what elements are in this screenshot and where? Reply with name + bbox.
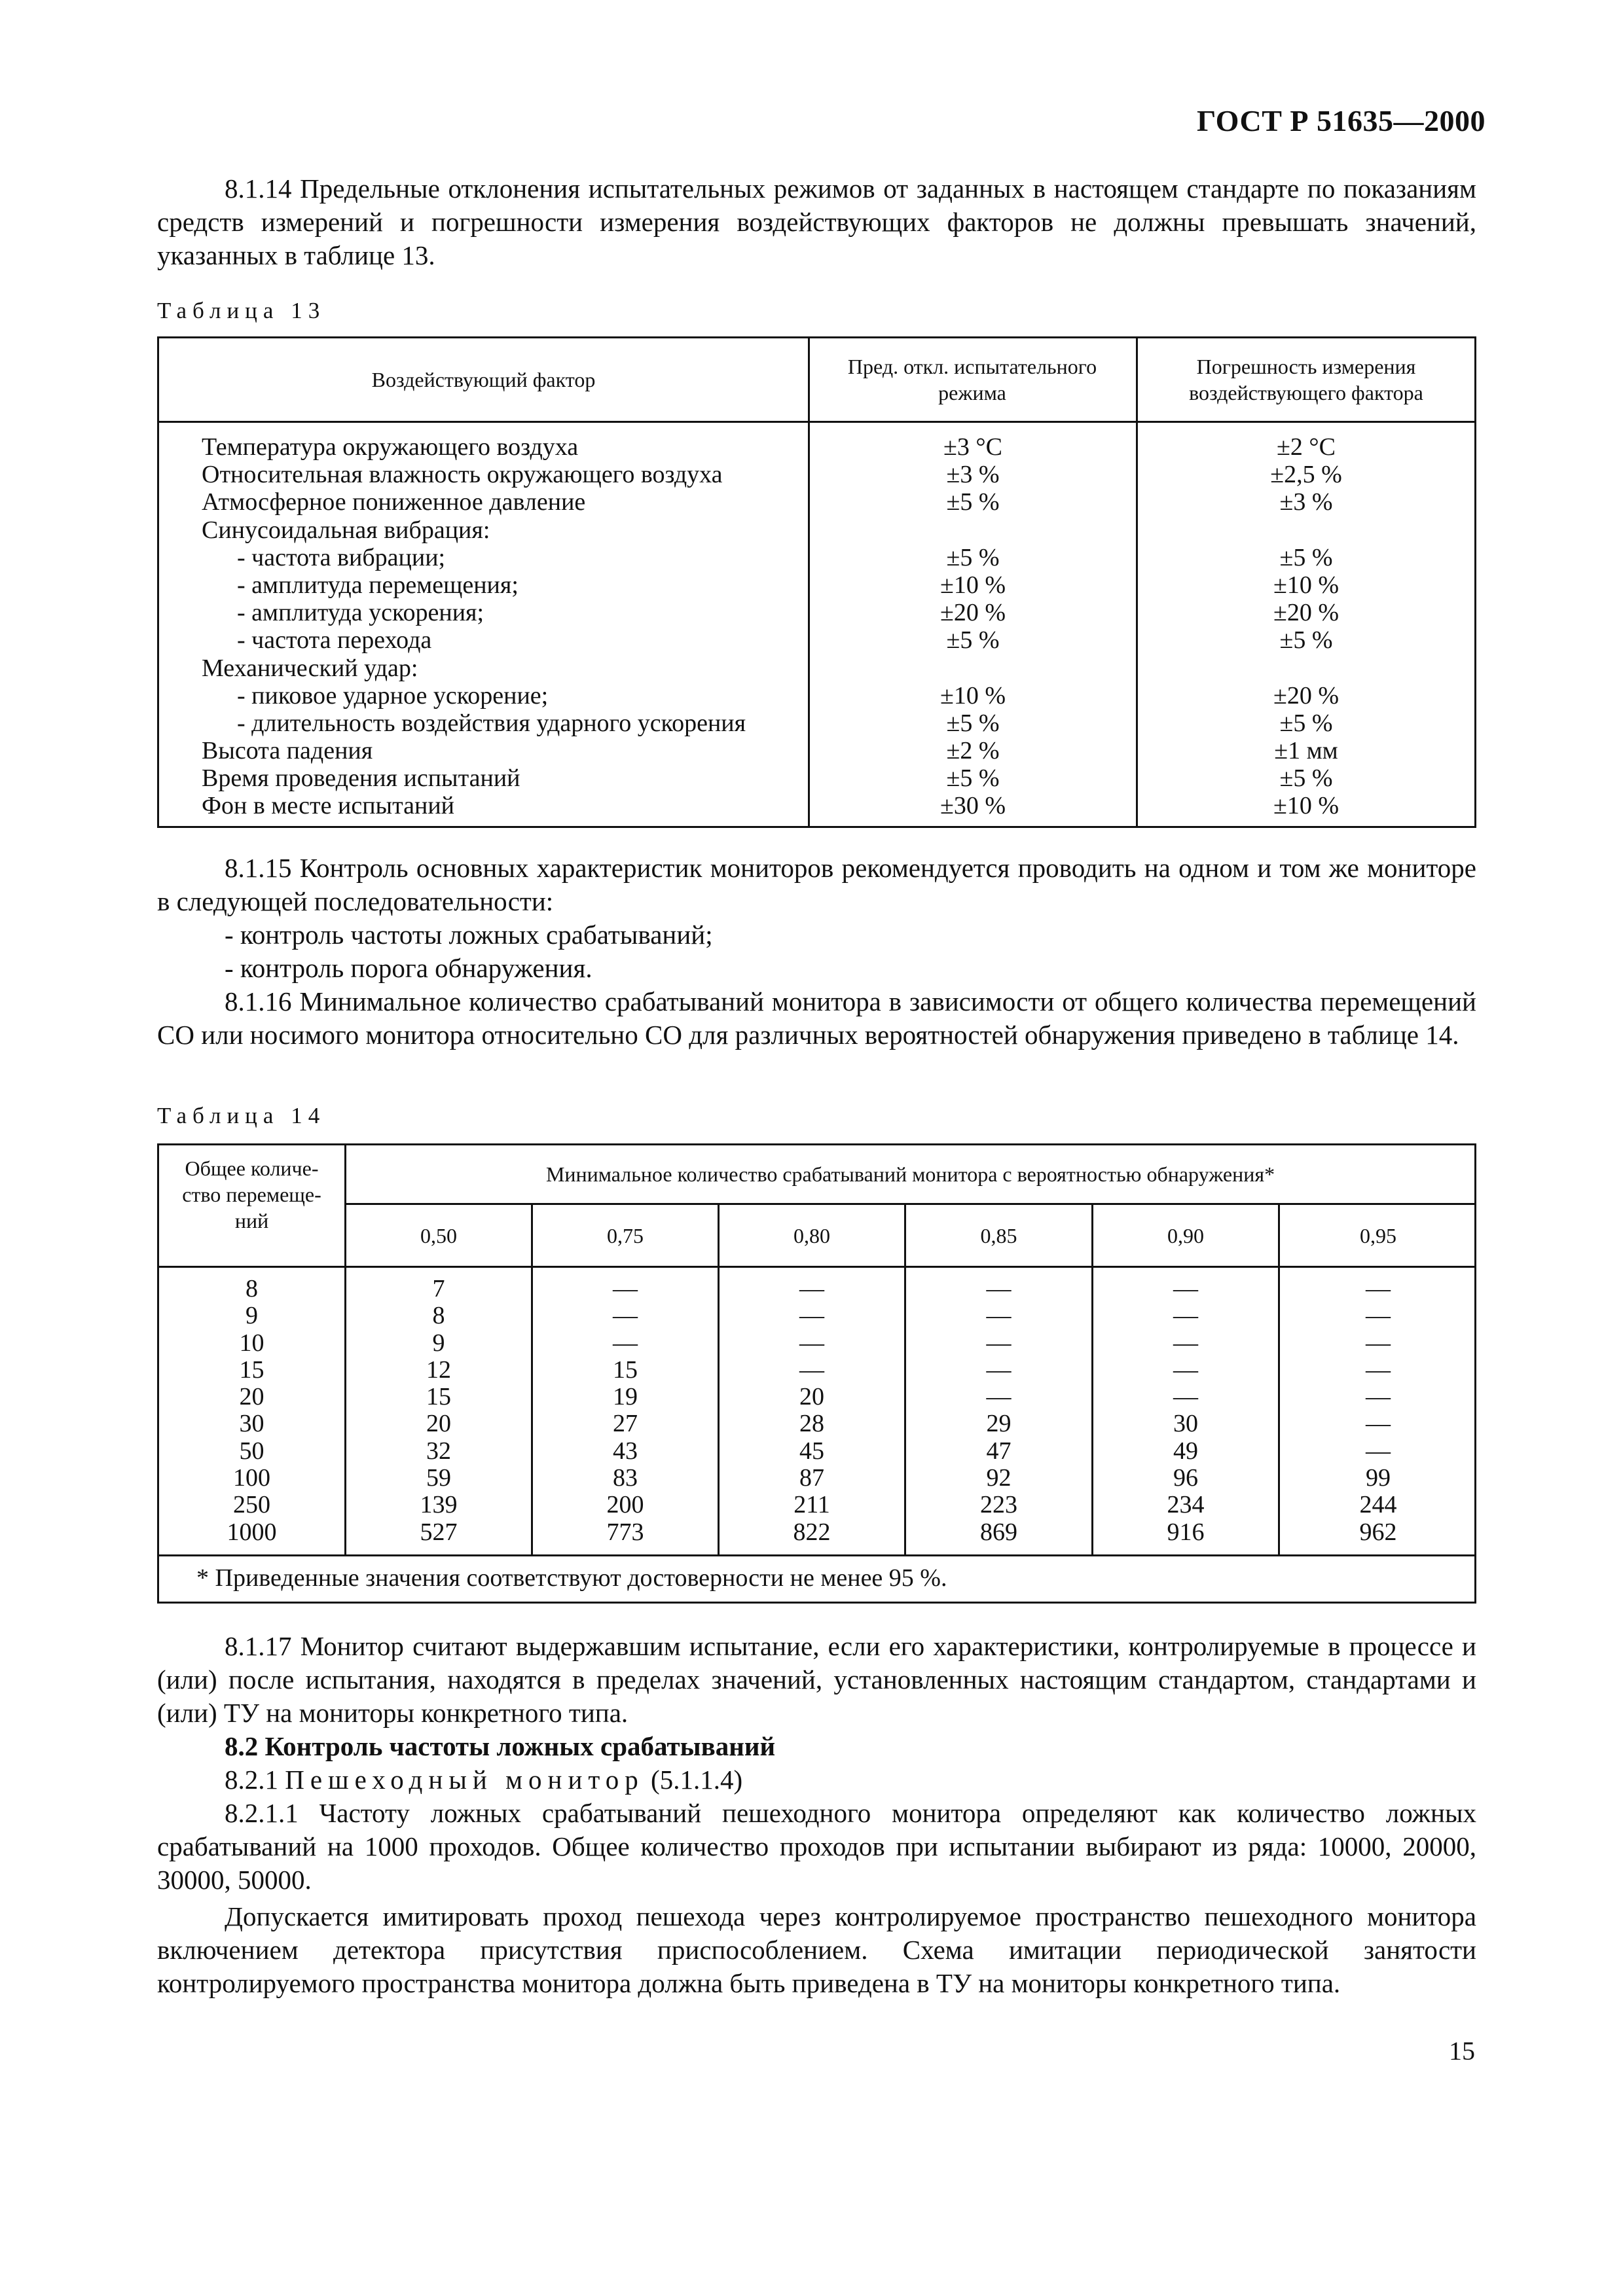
table13-error-cell: ±3 % (1279, 488, 1333, 516)
table14-value-cell: 19 (613, 1383, 638, 1411)
table14-header-total-line: Общее количе- (185, 1157, 319, 1180)
table14-value-cell: — (986, 1355, 1012, 1384)
table14-value-cell: 59 (426, 1464, 451, 1492)
table13-deviation-cell: ±10 % (939, 571, 1006, 599)
section-8-2-1-heading (225, 1763, 1476, 1797)
table14-value-cell: 211 (793, 1491, 830, 1519)
table14-value-column (533, 1276, 718, 1546)
table14-value-cell: 20 (426, 1410, 451, 1438)
table14-value-cell: — (1366, 1275, 1391, 1302)
table14-value-cell: 200 (606, 1491, 644, 1519)
table14-value-cell: — (613, 1275, 638, 1302)
table14-total-column (159, 1276, 344, 1546)
table14-value-cell: 7 (432, 1275, 445, 1302)
table14-total-cell: 100 (233, 1464, 270, 1492)
table13-error-cell: ±20 % (1273, 599, 1339, 627)
page-number: 15 (1449, 2036, 1475, 2066)
table14-header-group: Минимальное количество срабатываний монитора с вероятностью обнаружения* (545, 1162, 1275, 1186)
table14-caption: Таблица 14 (157, 1103, 326, 1128)
paragraph-imitation: Допускается имитировать проход пешехода через контролируемое пространство пешеходного монитора включением детектора присутствия приспособлением. Схема имитации периодической занятости контролируемого пространства монитора должна быть приведена в ТУ на мониторы конкретного типа. (157, 1901, 1476, 1998)
table14-value-cell: 9 (432, 1329, 445, 1357)
table13-error-cell (1138, 655, 1474, 682)
table14-value-cell: 49 (1173, 1437, 1198, 1465)
table13-factor-cell: Синусоидальная вибрация: (202, 516, 490, 544)
table13-deviation-cell: ±30 % (939, 792, 1006, 820)
table14-value-cell: 30 (1173, 1410, 1198, 1438)
table14-value-cell: 99 (1366, 1464, 1391, 1492)
table13-error-cell: ±10 % (1273, 792, 1339, 820)
table14-value-cell: — (799, 1329, 824, 1357)
paragraph-8-1-16: 8.1.16 Минимальное количество срабатываний монитора в зависимости от общего количества перемещений СО или носимого монитора относительно СО для различных вероятностей обнаружения приведено в таблице 14. (157, 986, 1476, 1050)
table13-error-cell: ±2 °С (1277, 433, 1336, 461)
table14-value-cell: 234 (1167, 1491, 1205, 1519)
table14-value-cell: 20 (799, 1383, 824, 1411)
table14-probability-header: 0,95 (1360, 1223, 1396, 1247)
table13-deviation-cell: ±5 % (946, 709, 1000, 737)
table13-factor-cell: Относительная влажность окружающего воздуха (202, 461, 723, 489)
table13-factor-cell: Высота падения (202, 737, 373, 765)
table13-deviation-cell: ±5 % (946, 543, 1000, 571)
table14-value-cell: 27 (613, 1410, 638, 1438)
table13-error-cell: ±10 % (1273, 571, 1339, 599)
table13-factor-cell: Механический удар: (202, 654, 418, 682)
table14-total-cell: 250 (233, 1491, 270, 1519)
table14-value-cell: 962 (1359, 1518, 1397, 1546)
section-8-2-heading: 8.2 Контроль частоты ложных срабатываний (225, 1731, 776, 1761)
table14-header-total-line: ство перемеще- (182, 1183, 321, 1206)
table14-value-cell: 28 (799, 1410, 824, 1438)
table14-value-cell: — (1366, 1437, 1391, 1465)
table14-value-column (720, 1276, 904, 1546)
table14-value-cell: 869 (980, 1518, 1017, 1546)
table14-total-cell: 10 (239, 1329, 264, 1357)
table13-error-cell: ±5 % (1279, 626, 1333, 655)
table14-total-cell: 8 (246, 1275, 258, 1302)
table14-value-cell: — (1173, 1329, 1198, 1357)
table14-value-column (1093, 1276, 1278, 1546)
table13-header-error: Погрешность измерения воздействующего фактора (1189, 355, 1423, 404)
table13-error-cell: ±5 % (1279, 764, 1333, 793)
table13-caption: Таблица 13 (157, 298, 326, 323)
paragraph-8-1-14: 8.1.14 Предельные отклонения испытательных режимов от заданных в настоящем стандарте по показаниям средств измерений и погрешности измерения воздействующих факторов не должны превышать значений, указанных в таблице 13. (157, 173, 1476, 270)
list-item: - контроль порога обнаружения. (225, 953, 593, 983)
table13-error-cell: ±20 % (1273, 681, 1339, 709)
table14-total-cell: 20 (239, 1383, 264, 1411)
list-item: - контроль частоты ложных срабатываний; (225, 920, 713, 950)
table14-value-cell: — (613, 1329, 638, 1357)
table14-value-cell: 47 (986, 1437, 1012, 1465)
table14-value-cell: 92 (986, 1464, 1012, 1492)
table14-footnote-divider (157, 1554, 1476, 1556)
table13-error-cell: ±1 мм (1274, 737, 1338, 765)
table14-value-cell: 83 (613, 1464, 638, 1492)
table14-probability-header: 0,80 (793, 1223, 830, 1247)
table13-deviation-cell: ±3 °С (943, 433, 1002, 461)
table13-deviation-cell: ±10 % (939, 681, 1006, 709)
section-8-2-1-ref: (5.1.1.4) (651, 1765, 743, 1795)
table14-total-cell: 1000 (227, 1518, 277, 1546)
table14-value-cell: — (1173, 1355, 1198, 1384)
table14-value-cell: 223 (980, 1491, 1017, 1519)
table14-value-cell: 45 (799, 1437, 824, 1465)
table13-error-cell: ±2,5 % (1270, 461, 1342, 489)
paragraph-8-1-17: 8.1.17 Монитор считают выдержавшим испытание, если его характеристики, контролируемые в процессе и (или) после испытания, находятся в пределах значений, установленных настоящим стандартом, стандартами и (или) ТУ на мониторы конкретного типа. (157, 1631, 1476, 1728)
table14-value-cell: 139 (420, 1491, 458, 1519)
paragraph-8-2-1-1: 8.2.1.1 Частоту ложных срабатываний пешеходного монитора определяют как количество ложных срабатываний на 1000 проходов. Общее количество проходов при испытании выбирают из ряда: 10000, 20000, 30000, 50000. (157, 1798, 1476, 1895)
table13-deviation-cell: ±3 % (946, 461, 1000, 489)
table13-deviation-cell: ±5 % (946, 626, 1000, 655)
table14-probability-header: 0,90 (1167, 1223, 1204, 1247)
table14-value-cell: — (986, 1302, 1012, 1330)
table13-deviation-cell (810, 516, 1136, 544)
table14-value-cell: 43 (613, 1437, 638, 1465)
table14-value-cell: 244 (1359, 1491, 1397, 1519)
table14-value-cell: 15 (613, 1355, 638, 1384)
table14-value-cell: 15 (426, 1383, 451, 1411)
document-code: ГОСТ Р 51635—2000 (1197, 104, 1486, 137)
table13-error-column (1138, 433, 1474, 820)
table14-value-cell: — (1173, 1302, 1198, 1330)
table14-value-cell: — (1366, 1410, 1391, 1438)
table13-factor-cell: Атмосферное пониженное давление (202, 488, 586, 516)
table14-value-cell: — (613, 1302, 638, 1330)
table14-value-cell: 32 (426, 1437, 451, 1465)
table14-value-column (346, 1276, 531, 1546)
table14-value-cell: — (1366, 1355, 1391, 1384)
table14-total-cell: 50 (239, 1437, 264, 1465)
table13-factor-cell: - частота перехода (237, 626, 432, 655)
table13-deviation-cell: ±5 % (946, 764, 1000, 793)
table14-probability-header: 0,50 (420, 1223, 457, 1247)
table14-value-cell: 96 (1173, 1464, 1198, 1492)
table14-value-cell: — (986, 1383, 1012, 1411)
table13-factor-cell: - пиковое ударное ускорение; (237, 681, 549, 709)
table13-factor-cell: Фон в месте испытаний (202, 792, 455, 820)
table13-deviation-column (810, 433, 1136, 820)
table13-header-divider (157, 421, 1476, 423)
table13-factor-column (202, 433, 804, 820)
table13-factor-cell: Температура окружающего воздуха (202, 433, 579, 461)
table14-total-cell: 30 (239, 1410, 264, 1438)
table13-error-cell: ±5 % (1279, 543, 1333, 571)
table14-value-cell: 29 (986, 1410, 1012, 1438)
table13-deviation-cell (810, 655, 1136, 682)
table14-value-cell: — (799, 1275, 824, 1302)
table14-value-cell: — (799, 1302, 824, 1330)
section-8-2-1-title: Пешеходный монитор (285, 1765, 644, 1795)
table14-header-total-line: ний (234, 1209, 269, 1232)
table14-value-cell: 916 (1167, 1518, 1205, 1546)
table13-factor-cell: - амплитуда ускорения; (237, 599, 484, 627)
table13-error-cell (1138, 516, 1474, 544)
table13-factor-cell: - амплитуда перемещения; (237, 571, 519, 599)
table13-header-factor: Воздействующий фактор (371, 368, 596, 391)
table14-value-column (906, 1276, 1091, 1546)
table14-value-column (1280, 1276, 1476, 1546)
table14-value-cell: 12 (426, 1355, 451, 1384)
table14-probability-header: 0,85 (980, 1223, 1017, 1247)
paragraph-8-1-15: 8.1.15 Контроль основных характеристик мониторов рекомендуется проводить на одном и том же мониторе в следующей последовательности: (157, 853, 1476, 916)
table14-total-cell: 15 (239, 1355, 264, 1384)
table13-deviation-cell: ±20 % (939, 599, 1006, 627)
table14-value-cell: 773 (606, 1518, 644, 1546)
table14-value-cell: — (1173, 1275, 1198, 1302)
table13-factor-cell: - длительность воздействия ударного ускорения (237, 709, 746, 737)
table14-footnote: * Приведенные значения соответствуют достоверности не менее 95 %. (196, 1564, 947, 1592)
table13-deviation-cell: ±5 % (946, 488, 1000, 516)
table13-factor-cell: Время проведения испытаний (202, 764, 520, 793)
table14-value-cell: — (1366, 1329, 1391, 1357)
table13-error-cell: ±5 % (1279, 709, 1333, 737)
table14-value-cell: 527 (420, 1518, 458, 1546)
table13-factor-cell: - частота вибрации; (237, 543, 446, 571)
table13-header-deviation: Пред. откл. испытательного режима (847, 355, 1097, 404)
table14-value-cell: — (1173, 1383, 1198, 1411)
table14-probability-header: 0,75 (607, 1223, 644, 1247)
table14-value-cell: 8 (432, 1302, 445, 1330)
table14-total-cell: 9 (246, 1302, 258, 1330)
table14-value-cell: 822 (793, 1518, 831, 1546)
table14-header-total (159, 1152, 344, 1237)
table14-value-cell: 87 (799, 1464, 824, 1492)
table14-value-cell: — (1366, 1383, 1391, 1411)
section-8-2-1-number: 8.2.1 (225, 1765, 278, 1795)
table14-value-cell: — (1366, 1302, 1391, 1330)
table14-value-cell: — (986, 1275, 1012, 1302)
table13-deviation-cell: ±2 % (946, 737, 1000, 765)
table14-value-cell: — (799, 1355, 824, 1384)
table14-value-cell: — (986, 1329, 1012, 1357)
